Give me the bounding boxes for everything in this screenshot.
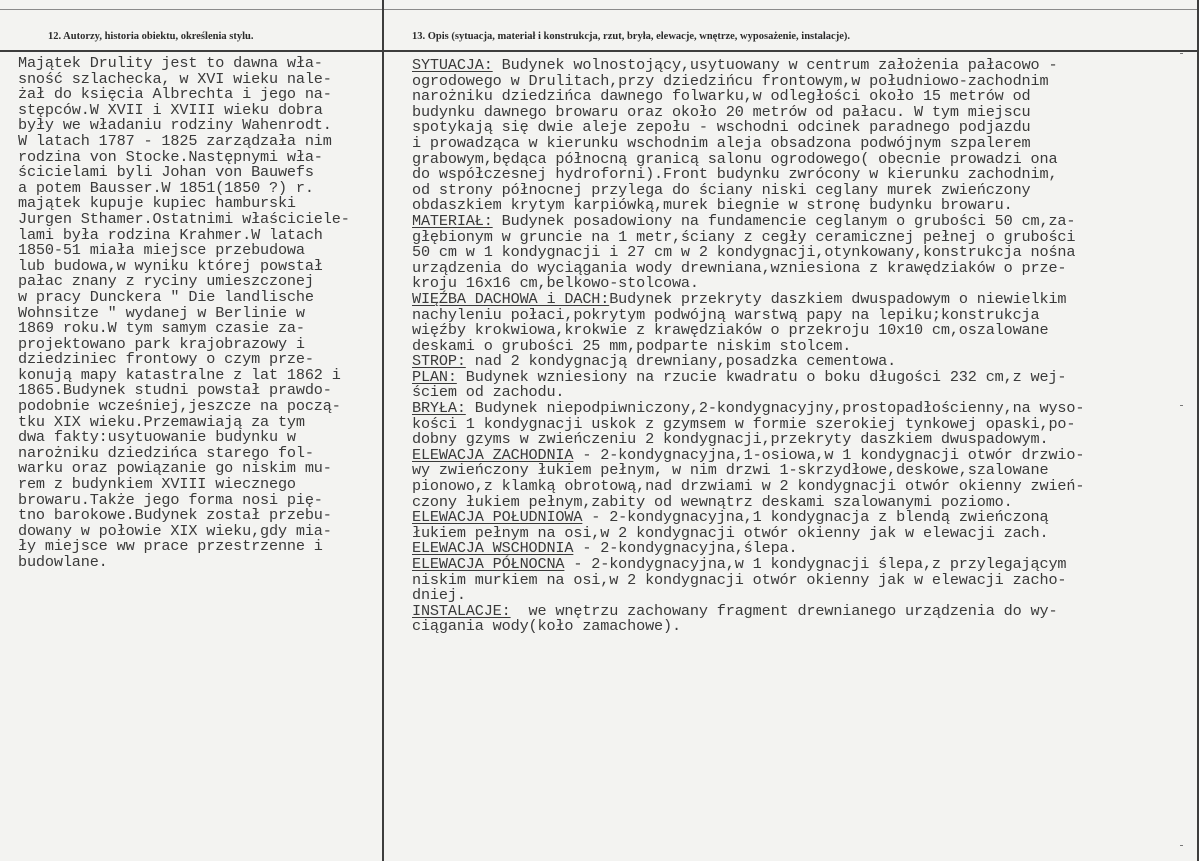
- history-line: 1850-51 miała miejsce przebudowa: [18, 241, 305, 260]
- description-text-run: urządzenia do wyciągania wody drewniana,wzniesiona z krawędziaków o prze-: [412, 258, 1067, 277]
- description-text-run: więźby krokwiowa,krokwie z krawędziaków o przekroju 10x10 cm,oszalowane: [412, 321, 1049, 340]
- description-text-run: budynku dawnego browaru oraz około 20 metrów od pałacu. W tym miejscu: [412, 102, 1031, 121]
- description-text-run: nad 2 kondygnacją drewniany,posadzka cementowa.: [465, 352, 897, 371]
- history-line: lami była rodzina Krahmer.W latach: [18, 225, 323, 244]
- section-label: MATERIAŁ:: [412, 211, 493, 230]
- description-text-run: spotykają się dwie aleje zepołu - wschodni odcinek paradnego podjazdu: [412, 118, 1031, 137]
- history-line: pałac znany z ryciny umieszczonej: [18, 272, 314, 291]
- history-line: W latach 1787 - 1825 zarządzała nim: [18, 131, 332, 150]
- description-text-run: ściem od zachodu.: [412, 383, 565, 402]
- history-line: dwa fakty:usytuowanie budynku w: [18, 428, 296, 447]
- history-line: tno barokowe.Budynek został przebu-: [18, 506, 332, 525]
- edge-mark: [1180, 405, 1183, 406]
- description-text-run: Budynek posadowiony na fundamencie ceglanym o grubości 50 cm,za-: [492, 211, 1076, 230]
- section-label: WIĘŹBA DACHOWA i DACH:: [412, 289, 610, 308]
- description-text-run: pionowo,z klamką obrotową,nad drzwiami w 2 kondygnacji otwór okienny zwień-: [412, 477, 1085, 496]
- history-line: lub budowa,w wyniku której powstał: [18, 256, 323, 275]
- description-line: [412, 619, 1084, 635]
- description-text-run: łukiem pełnym na osi,w 2 kondygnacji otwór okienny jak w elewacji zach.: [412, 523, 1049, 542]
- edge-mark: [1180, 845, 1183, 846]
- section-12-heading: 12. Autorzy, historia obiektu, określenia stylu.: [48, 31, 254, 42]
- description-text-run: dobny gzyms w zwieńczeniu 2 kondygnacji,przekryty daszkiem dwuspadowym.: [412, 430, 1049, 449]
- history-line: browaru.Także jego forma nosi pię-: [18, 490, 323, 509]
- description-text-run: ciągania wody(koło zamachowe).: [412, 617, 681, 636]
- description-text-run: czony łukiem pełnym,zabity od wewnątrz deskami szalowanymi poziomo.: [412, 492, 1013, 511]
- description-text-run: nachyleniu połaci,pokrytym podwójną warstwą papy na lepiku;konstrukcja: [412, 305, 1040, 324]
- history-line: dziedziniec frontowy o czym prze-: [18, 350, 314, 369]
- description-text-run: Budynek wzniesiony na rzucie kwadratu o boku długości 232 cm,z wej-: [456, 367, 1067, 386]
- description-text-run: niskim murkiem na osi,w 2 kondygnacji otwór okienny jak w elewacji zacho-: [412, 570, 1067, 589]
- section-label: PLAN:: [412, 367, 457, 386]
- description-text-run: - 2-kondygnacyjna,1 kondygnacja z blendą zwieńczoną: [582, 508, 1049, 527]
- description-text-run: deskami o grubości 25 mm,podparte niskim stolcem.: [412, 336, 852, 355]
- history-line: podobnie wcześniej,jeszcze na począ-: [18, 397, 341, 416]
- history-line: budowlane.: [18, 553, 108, 571]
- history-line: 1869 roku.W tym samym czasie za-: [18, 319, 305, 338]
- description-text-run: - 2-kondygnacyjna,w 1 kondygnacji ślepa,z przylegającym: [564, 555, 1067, 573]
- section-label: STROP:: [412, 352, 466, 371]
- history-line: 1865.Budynek studni powstał prawdo-: [18, 381, 332, 400]
- description-text-run: kości 1 kondygnacji uskok z gzymsem w formie szerokiej tynkowej opaski,po-: [412, 414, 1076, 433]
- description-text-run: Budynek przekryty daszkiem dwuspadowym o niewielkim: [609, 289, 1067, 308]
- section-label: ELEWACJA ZACHODNIA: [412, 445, 574, 464]
- history-line: Wohnsitze " wydanej w Berlinie w: [18, 303, 305, 322]
- description-text-run: 50 cm w 1 kondygnacji i 27 cm w 2 kondygnacji,otynkowany,konstrukcja nośna: [412, 243, 1076, 262]
- description-text-run: głębionym w gruncie na 1 metr,ściany z cegły ceramicznej pełnej o grubości: [412, 227, 1076, 246]
- description-text-run: - 2-kondygnacyjna,1-osiowa,w 1 kondygnacji otwór drzwio-: [573, 445, 1085, 464]
- history-line: żał do księcia Albrechta i jego na-: [18, 85, 332, 104]
- description-text-run: kroju 16x16 cm,belkowo-stolcowa.: [412, 274, 699, 293]
- description-text-run: obdaszkiem krytym karpiówką,murek biegnie w stronę budynku browaru.: [412, 196, 1013, 215]
- description-text-run: we wnętrzu zachowany fragment drewnianego urządzenia do wy-: [510, 601, 1058, 620]
- description-text-run: grabowym,będąca północną granicą salonu ogrodowego( obecnie prowadzi ona: [412, 149, 1058, 168]
- description-text-run: do współczesnej hydroforni).Front budynku zwrócony w kierunku zachodnim,: [412, 165, 1058, 184]
- history-line: majątek kupuje kupiec hamburski: [18, 194, 296, 213]
- section-label: ELEWACJA PÓŁNOCNA: [412, 555, 565, 573]
- history-line: rem z budynkiem XVIII wiecznego: [18, 475, 296, 494]
- section-label: ELEWACJA POŁUDNIOWA: [412, 508, 583, 527]
- description-text-run: ogrodowego w Drulitach,przy dziedzińcu frontowym,w południowo-zachodnim: [412, 71, 1049, 90]
- description-text-run: narożniku dziedzińca dawnego folwarku,w odległości około 15 metrów od: [412, 87, 1031, 106]
- history-line: dowany w połowie XIX wieku,gdy mia-: [18, 521, 332, 540]
- history-line: stępców.W XVII i XVIII wieku dobra: [18, 100, 323, 119]
- history-line: rodzina von Stocke.Następnymi wła-: [18, 147, 323, 166]
- history-line: ścicielami byli Johan von Bauwefs: [18, 163, 314, 182]
- history-line: projektowano park krajobrazowy i: [18, 334, 305, 353]
- description-text-run: - 2-kondygnacyjna,ślepa.: [573, 539, 798, 558]
- history-line: w pracy Dunckera " Die landlische: [18, 287, 314, 306]
- section-label: BRYŁA:: [412, 399, 466, 418]
- history-line: a potem Bausser.W 1851(1850 ?) r.: [18, 178, 314, 197]
- history-line: narożniku dziedzińca starego fol-: [18, 443, 314, 462]
- description-text-run: dniej.: [412, 586, 466, 605]
- description-text-run: Budynek niepodpiwniczony,2-kondygnacyjny,prostopadłościenny,na wyso-: [465, 399, 1085, 418]
- section-label: ELEWACJA WSCHODNIA: [412, 539, 574, 558]
- edge-mark: [1180, 53, 1183, 54]
- description-text-run: Budynek wolnostojący,usytuowany w centrum założenia pałacowo -: [492, 56, 1058, 74]
- description-text-run: wy zwieńczony łukiem pełnym, w nim drzwi 1-skrzydłowe,deskowe,szalowane: [412, 461, 1049, 480]
- history-text: [18, 56, 350, 571]
- history-line: warku oraz powiązanie go niskim mu-: [18, 459, 332, 478]
- section-label: SYTUACJA:: [412, 56, 493, 74]
- history-line: sność szlachecka, w XVI wieku nale-: [18, 69, 332, 88]
- description-text: [412, 58, 1084, 635]
- description-text-run: i prowadząca w kierunku wschodnim aleja obsadzona podwójnym szpalerem: [412, 133, 1031, 152]
- history-line: tku XIX wieku.Przemawiają za tym: [18, 412, 305, 431]
- history-line: Jurgen Sthamer.Ostatnimi właściciele-: [18, 209, 350, 228]
- history-line: ły miejsce ww prace przestrzenne i: [18, 537, 323, 556]
- description-text-run: od strony północnej przylega do ściany niski ceglany murek zwieńczony: [412, 180, 1031, 199]
- history-line: Majątek Drulity jest to dawna wła-: [18, 54, 323, 72]
- description-line: [412, 570, 1084, 589]
- history-line: były we władaniu rodziny Wahenrodt.: [18, 116, 332, 135]
- section-13-heading: 13. Opis (sytuacja, materiał i konstrukcja, rzut, bryła, elewacje, wnętrze, wyposażenie, instalacje).: [412, 31, 851, 42]
- history-line: konują mapy katastralne z lat 1862 i: [18, 365, 341, 384]
- section-label: INSTALACJE:: [412, 601, 511, 620]
